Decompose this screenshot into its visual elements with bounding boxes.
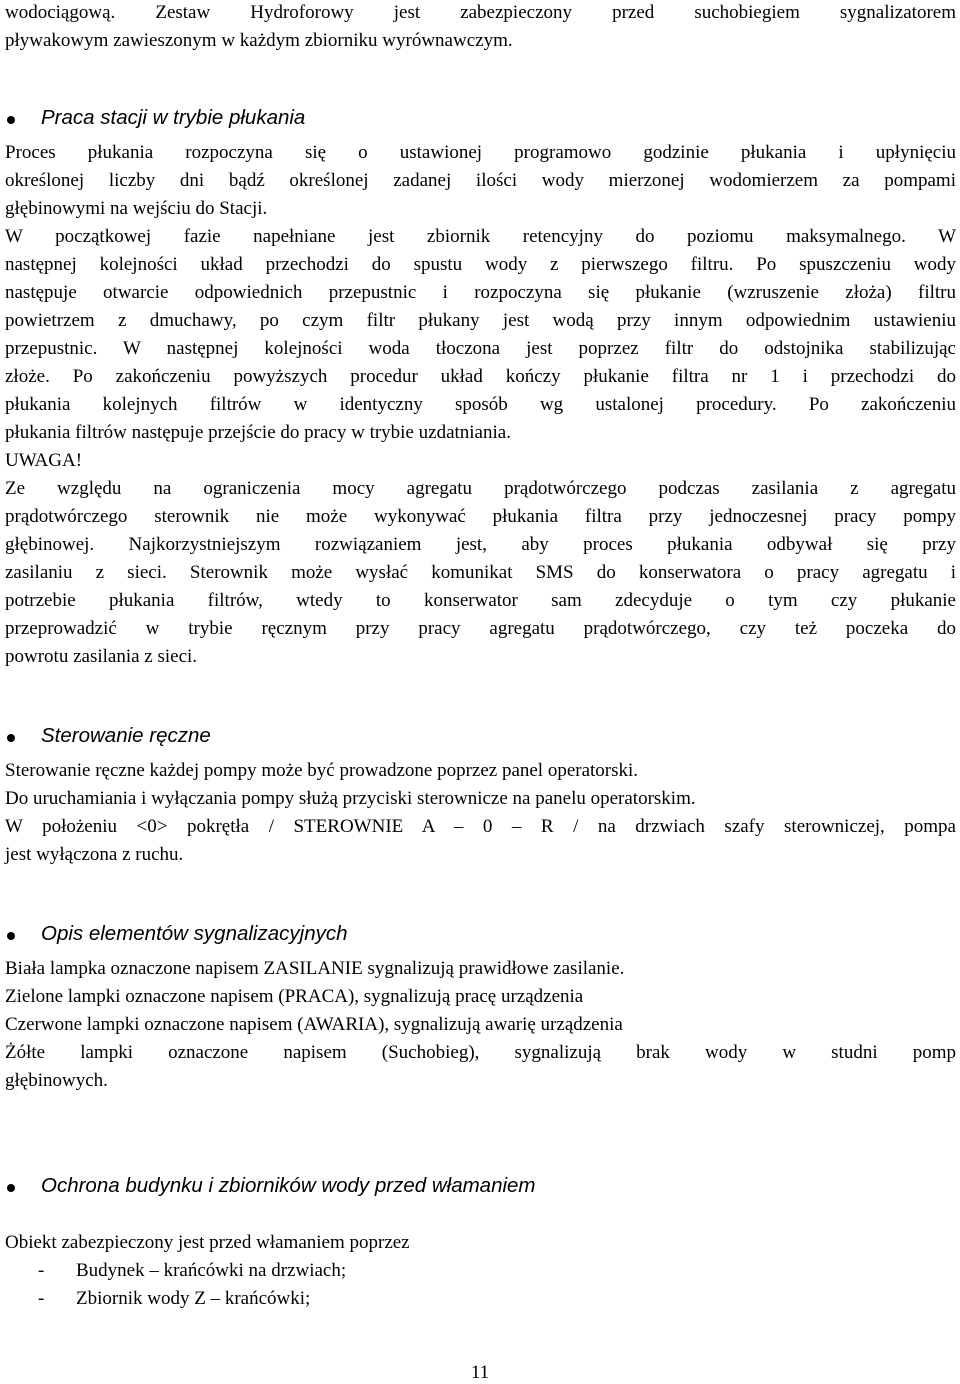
paragraph-line: powietrzem z dmuchawy, po czym filtr płukany jest wodą przy innym odpowiednim ustawieniu [5, 310, 956, 331]
paragraph-line: jest wyłączona z ruchu. [5, 844, 184, 865]
section-heading: Praca stacji w trybie płukania [41, 106, 306, 129]
section-heading: Ochrona budynku i zbiorników wody przed włamaniem [41, 1174, 536, 1197]
bullet-icon [7, 1184, 15, 1192]
paragraph-line: określonej liczby dni bądź określonej zadanej ilości wody mierzonej wodomierzem za pompami [5, 170, 956, 191]
paragraph-line: zasilaniu z sieci. Sterownik może wysłać komunikat SMS do konserwatora o pracy agregatu i [5, 562, 956, 583]
paragraph-line: głębinowych. [5, 1070, 108, 1091]
bullet-icon [7, 734, 15, 742]
paragraph-line: W położeniu <0> pokrętła / STEROWNIE A – 0 – R / na drzwiach szafy sterowniczej, pompa [5, 816, 956, 837]
intro-line: pływakowym zawieszonym w każdym zbiorniku wyrównawczym. [5, 30, 513, 51]
paragraph-line: Proces płukania rozpoczyna się o ustawionej programowo godzinie płukania i upłynięciu [5, 142, 956, 163]
paragraph-line: głębinowymi na wejściu do Stacji. [5, 198, 268, 219]
paragraph-line: prądotwórczego sterownik nie może wykonywać płukania filtra przy jednoczesnej pracy pompy [5, 506, 956, 527]
paragraph-line: Czerwone lampki oznaczone napisem (AWARIA), sygnalizują awarię urządzenia [5, 1014, 623, 1035]
paragraph-line: Obiekt zabezpieczony jest przed włamaniem poprzez [5, 1232, 410, 1253]
bullet-icon [7, 116, 15, 124]
dash-marker: - [38, 1260, 45, 1281]
paragraph-line: następuje otwarcie odpowiednich przepustnic i rozpoczyna się płukanie (wzruszenie złoża) filtru [5, 282, 956, 303]
dash-marker: - [38, 1288, 45, 1309]
paragraph-line: W początkowej fazie napełniane jest zbiornik retencyjny do poziomu maksymalnego. W [5, 226, 956, 247]
paragraph-line: Ze względu na ograniczenia mocy agregatu prądotwórczego podczas zasilania z agregatu [5, 478, 956, 499]
list-item-text: Budynek – krańcówki na drzwiach; [76, 1260, 347, 1281]
paragraph-line: głębinowej. Najkorzystniejszym rozwiązaniem jest, aby proces płukania odbywał się przy [5, 534, 956, 555]
page-number: 11 [470, 1362, 490, 1383]
bullet-icon [7, 932, 15, 940]
paragraph-line: przepustnic. W następnej kolejności woda tłoczona jest poprzez filtr do odstojnika stabilizując [5, 338, 956, 359]
paragraph-line: Biała lampka oznaczone napisem ZASILANIE sygnalizują prawidłowe zasilanie. [5, 958, 625, 979]
intro-line: wodociągową. Zestaw Hydroforowy jest zabezpieczony przed suchobiegiem sygnalizatorem [5, 2, 956, 23]
paragraph-line: płukania filtrów następuje przejście do pracy w trybie uzdatniania. [5, 422, 511, 443]
warning-label: UWAGA! [5, 450, 83, 471]
section-heading: Opis elementów sygnalizacyjnych [41, 922, 348, 945]
paragraph-line: Do uruchamiania i wyłączania pompy służą przyciski sterownicze na panelu operatorskim. [5, 788, 696, 809]
paragraph-line: potrzebie płukania filtrów, wtedy to konserwator sam zdecyduje o tym czy płukanie [5, 590, 956, 611]
paragraph-line: płukania kolejnych filtrów w identyczny sposób wg ustalonej procedury. Po zakończeniu [5, 394, 956, 415]
paragraph-line: Żółte lampki oznaczone napisem (Suchobieg), sygnalizują brak wody w studni pomp [5, 1042, 956, 1063]
paragraph-line: przeprowadzić w trybie ręcznym przy pracy agregatu prądotwórczego, czy też poczeka do [5, 618, 956, 639]
paragraph-line: Sterowanie ręczne każdej pompy może być prowadzone poprzez panel operatorski. [5, 760, 639, 781]
paragraph-line: powrotu zasilania z sieci. [5, 646, 198, 667]
paragraph-line: złoże. Po zakończeniu powyższych procedur układ kończy płukanie filtra nr 1 i przechodzi do [5, 366, 956, 387]
section-heading: Sterowanie ręczne [41, 724, 211, 747]
paragraph-line: następnej kolejności układ przechodzi do spustu wody z pierwszego filtru. Po spuszczeniu wody [5, 254, 956, 275]
paragraph-line: Zielone lampki oznaczone napisem (PRACA), sygnalizują pracę urządzenia [5, 986, 584, 1007]
list-item-text: Zbiornik wody Z – krańcówki; [76, 1288, 311, 1309]
